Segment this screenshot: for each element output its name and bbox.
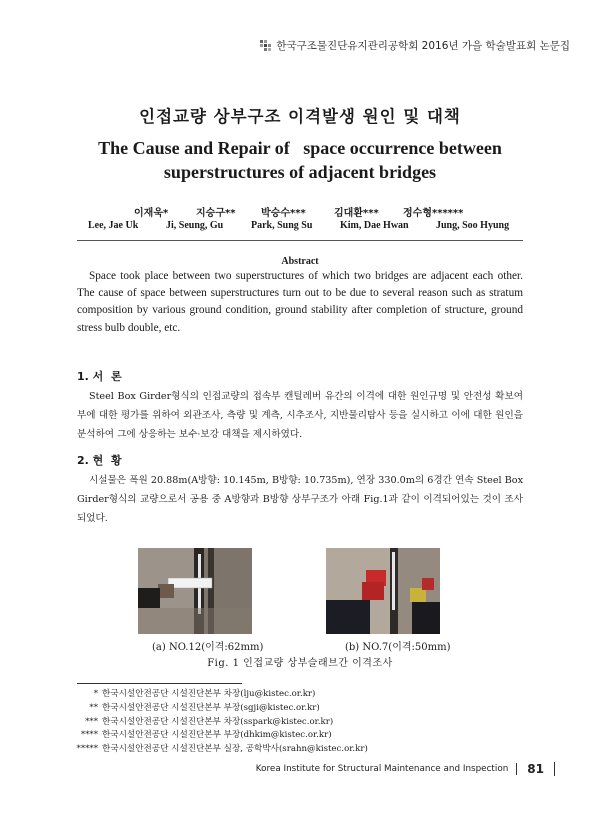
- footnote-mark: **: [89, 702, 98, 713]
- author-ko: 지승구**: [196, 208, 236, 219]
- title-korean: 인접교량 상부구조 이격발생 원인 및 대책: [139, 107, 461, 126]
- author-en: Ji, Seung, Gu: [166, 220, 224, 231]
- page-footer: [256, 762, 555, 776]
- footnote-mark: *: [93, 689, 98, 699]
- footnote: [70, 743, 430, 757]
- footnote-mark: ***: [85, 716, 98, 727]
- author-en: Kim, Dae Hwan: [340, 220, 409, 231]
- figure-caption-b: (b) NO.7(이격:50mm): [345, 642, 451, 653]
- bridge-gap-photo-a: [138, 548, 252, 634]
- footnote: [70, 716, 430, 730]
- section-heading-status: 2. 현 황: [77, 454, 122, 467]
- footnote-text: 한국시설안전공단 시설진단본부 차장(sspark@kistec.or.kr): [102, 716, 334, 727]
- footnote: [70, 688, 430, 702]
- abstract-heading: Abstract: [281, 256, 319, 267]
- section-text-status: 시설물은 폭원 20.88m(A방향: 10.145m, B방향: 10.735m), 연장 330.0m의 6경간 연속 Steel Box Girder형식의 교량으로서 공용 중 A방향과 B방향 상부구조가 아래 Fig.1과 같이 이격되어있는 것이 조사되었다.: [77, 475, 523, 524]
- page-bar: [554, 762, 555, 776]
- footnotes: [70, 688, 430, 757]
- footer-institute: Korea Institute for Structural Maintenance and Inspection: [255, 764, 509, 774]
- author-ko: 김대환***: [334, 208, 379, 219]
- title-english-line2: superstructures of adjacent bridges: [163, 162, 437, 182]
- author-ko: 이재욱*: [134, 208, 169, 219]
- title-english: [60, 136, 540, 184]
- abstract-text: Space took place between two superstructures of which two bridges are adjacent each other. The cause of space between superstructures turn out to be due to several reason such as stratum composition by various ground condition, ground stability after completion of structure, ground stress bulb double, etc.: [77, 270, 523, 334]
- author-ko: 정수형******: [403, 208, 464, 219]
- author-en: Lee, Jae Uk: [88, 220, 139, 231]
- running-header: [260, 38, 570, 53]
- bridge-gap-photo-b: [326, 548, 440, 634]
- figure-photo-b: [326, 548, 440, 634]
- footnote-text: 한국시설안전공단 시설진단본부 부장(dhkim@kistec.or.kr): [102, 730, 332, 741]
- section-heading-intro: 1. 서 론: [77, 370, 122, 383]
- footnote-divider: [77, 683, 242, 684]
- footnote-mark: ****: [80, 730, 98, 741]
- figure-photo-a: [138, 548, 252, 634]
- footnote-text: 한국시설안전공단 시설진단본부 실장, 공학박사(srahn@kistec.or.kr): [102, 744, 368, 755]
- divider: [77, 240, 523, 241]
- footnote: [70, 702, 430, 716]
- page-number: 81: [527, 762, 544, 776]
- figure-caption-a: (a) NO.12(이격:62mm): [152, 642, 264, 653]
- title-english-line1: The Cause and Repair of space occurrence between: [98, 138, 502, 158]
- section-text-intro: Steel Box Girder형식의 인접교량의 접속부 캔틸레버 유간의 이격에 대한 원인규명 및 안전성 확보여부에 대한 평가를 위하여 외관조사, 측량 및 계측, 시추조사, 지반물리탐사 등을 실시하고 이에 대한 원인을 분석하여 그에 상응하는 보수·보강 대책을 제시하였다.: [77, 391, 523, 440]
- footnote: [70, 729, 430, 743]
- grid-logo-icon: [260, 40, 272, 52]
- author-ko: 박승수***: [261, 208, 306, 219]
- author-en: Jung, Soo Hyung: [436, 220, 510, 231]
- footnote-text: 한국시설안전공단 시설진단본부 부장(sgji@kistec.or.kr): [102, 702, 320, 713]
- footnote-mark: *****: [76, 744, 98, 755]
- footnote-text: 한국시설안전공단 시설진단본부 차장(lju@kistec.or.kr): [102, 689, 316, 699]
- journal-name: 한국구조물진단유지관리공학회 2016년 가을 학술발표회 논문집: [276, 40, 570, 52]
- author-en: Park, Sung Su: [251, 220, 313, 231]
- figure-caption: Fig. 1 인접교량 상부슬래브간 이격조사: [207, 658, 393, 669]
- footer-separator: [516, 763, 517, 775]
